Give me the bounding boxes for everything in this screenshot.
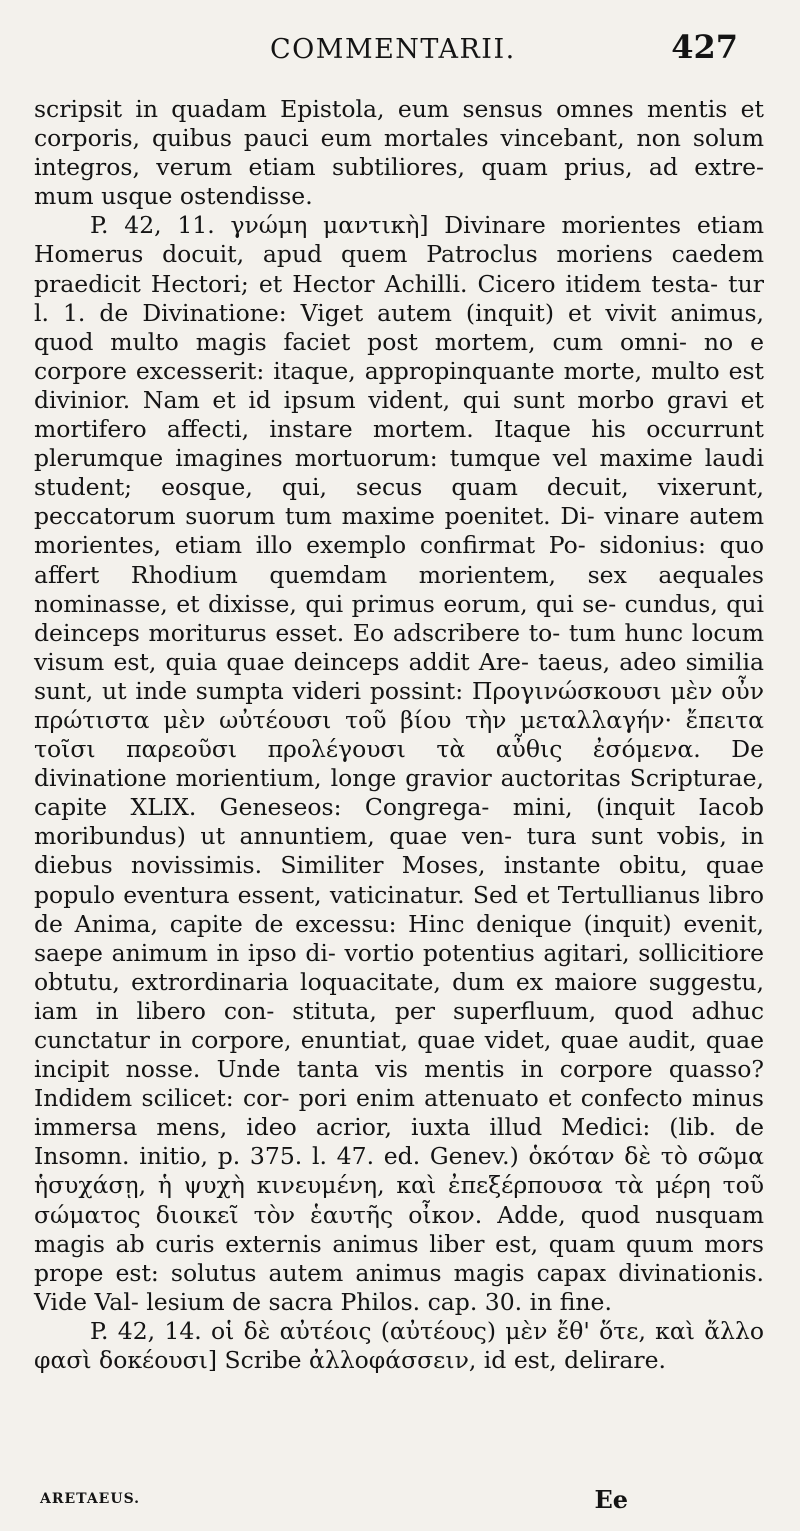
running-title: COMMENTARII. — [270, 34, 516, 65]
page-footer — [40, 1485, 760, 1515]
paragraph-continuation: scripsit in quadam Epistola, eum sensus omnes mentis et corporis, quibus pauci eum mortales vincebant, non solum integros, verum etiam subtiliores, quam prius, ad extre- mum usque ostendisse. — [34, 95, 764, 211]
commentary-text — [34, 95, 764, 1375]
paragraph-note-42-14: P. 42, 14. οἱ δὲ αὐτέοις (αὐτέους) μὲν ἔθ' ὅτε, καὶ ἄλλο φασὶ δοκέουσι] Scribe ἀλλοφάσσειν, id est, delirare. — [34, 1316, 764, 1375]
paragraph-note-42-11: P. 42, 11. γνώμη μαντικὴ] Divinare morientes etiam Homerus docuit, apud quem Patroclus moriens caedem praedicit Hectori; et Hector Achilli. Cicero itidem testa- tur l. 1. de Divinatione: Viget autem (inquit) et vivit animus, quod multo magis faciet post mortem, cum omni- no e corpore excesserit: itaque, appropinquante morte, multo est divinior. Nam et id ipsum vident, qui sunt morbo gravi et mortifero affecti, instare mortem. Itaque his occurrunt plerumque imagines mortuorum: tumque vel maxime laudi student; eosque, qui, secus quam decuit, vixerunt, peccatorum suorum tum maxime poenitet. Di- vinare autem morientes, etiam illo exemplo confirmat Po- sidonius: quo affert Rhodium quemdam morientem, sex aequales nominasse, et dixisse, qui primus eorum, qui se- cundus, qui deinceps moriturus esset. Eo adscribere to- tum hunc locum visum est, quia quae deinceps addit Are- taeus, adeo similia sunt, ut inde sumpta videri possint: Προγινώσκουσι μὲν οὖν πρώτιστα μὲν ωὐτέουσι τοῦ βίου τὴν μεταλλαγήν· ἔπειτα τοῖσι παρεοῦσι προλέγουσι τὰ αὖθις ἐσόμενα. De divinatione morientium, longe gravior auctoritas Scripturae, capite XLIX. Geneseos: Congrega- mini, (inquit Iacob moribundus) ut annuntiem, quae ven- tura sunt vobis, in diebus novissimis. Similiter Moses, instante obitu, quae populo eventura essent, vaticinatur. Sed et Tertullianus libro de Anima, capite de excessu: Hinc denique (inquit) evenit, saepe animum in ipso di- vortio potentius agitari, sollicitiore obtutu, extrordinaria loquacitate, dum ex maiore suggestu, iam in libero con- stituta, per superfluum, quod adhuc cunctatur in corpore, enuntiat, quae videt, quae audit, quae incipit nosse. Unde tanta vis mentis in corpore quasso? Indidem scilicet: cor- pori enim attenuato et confecto minus immersa mens, ideo acrior, iuxta illud Medici: (lib. de Insomn. initio, p. 375. l. 47. ed. Genev.) ὁκόταν δὲ τὸ σῶμα ἡσυχάσῃ, ἡ ψυχὴ κινευμένη, καὶ ἐπεξέρπουσα τὰ μέρη τοῦ σώματος διοικεῖ τὸν ἑαυτῆς οἶκον. Adde, quod nusquam magis ab curis externis animus liber est, quam quum mors prope est: solutus autem animus magis capax divinationis. Vide Val- lesium de sacra Philos. cap. 30. in fine. — [34, 211, 764, 1316]
gathering-mark: Ee — [594, 1485, 628, 1514]
page-number: 427 — [671, 28, 738, 66]
signature-line: ARETAEUS. — [40, 1491, 141, 1507]
running-head — [0, 28, 800, 78]
